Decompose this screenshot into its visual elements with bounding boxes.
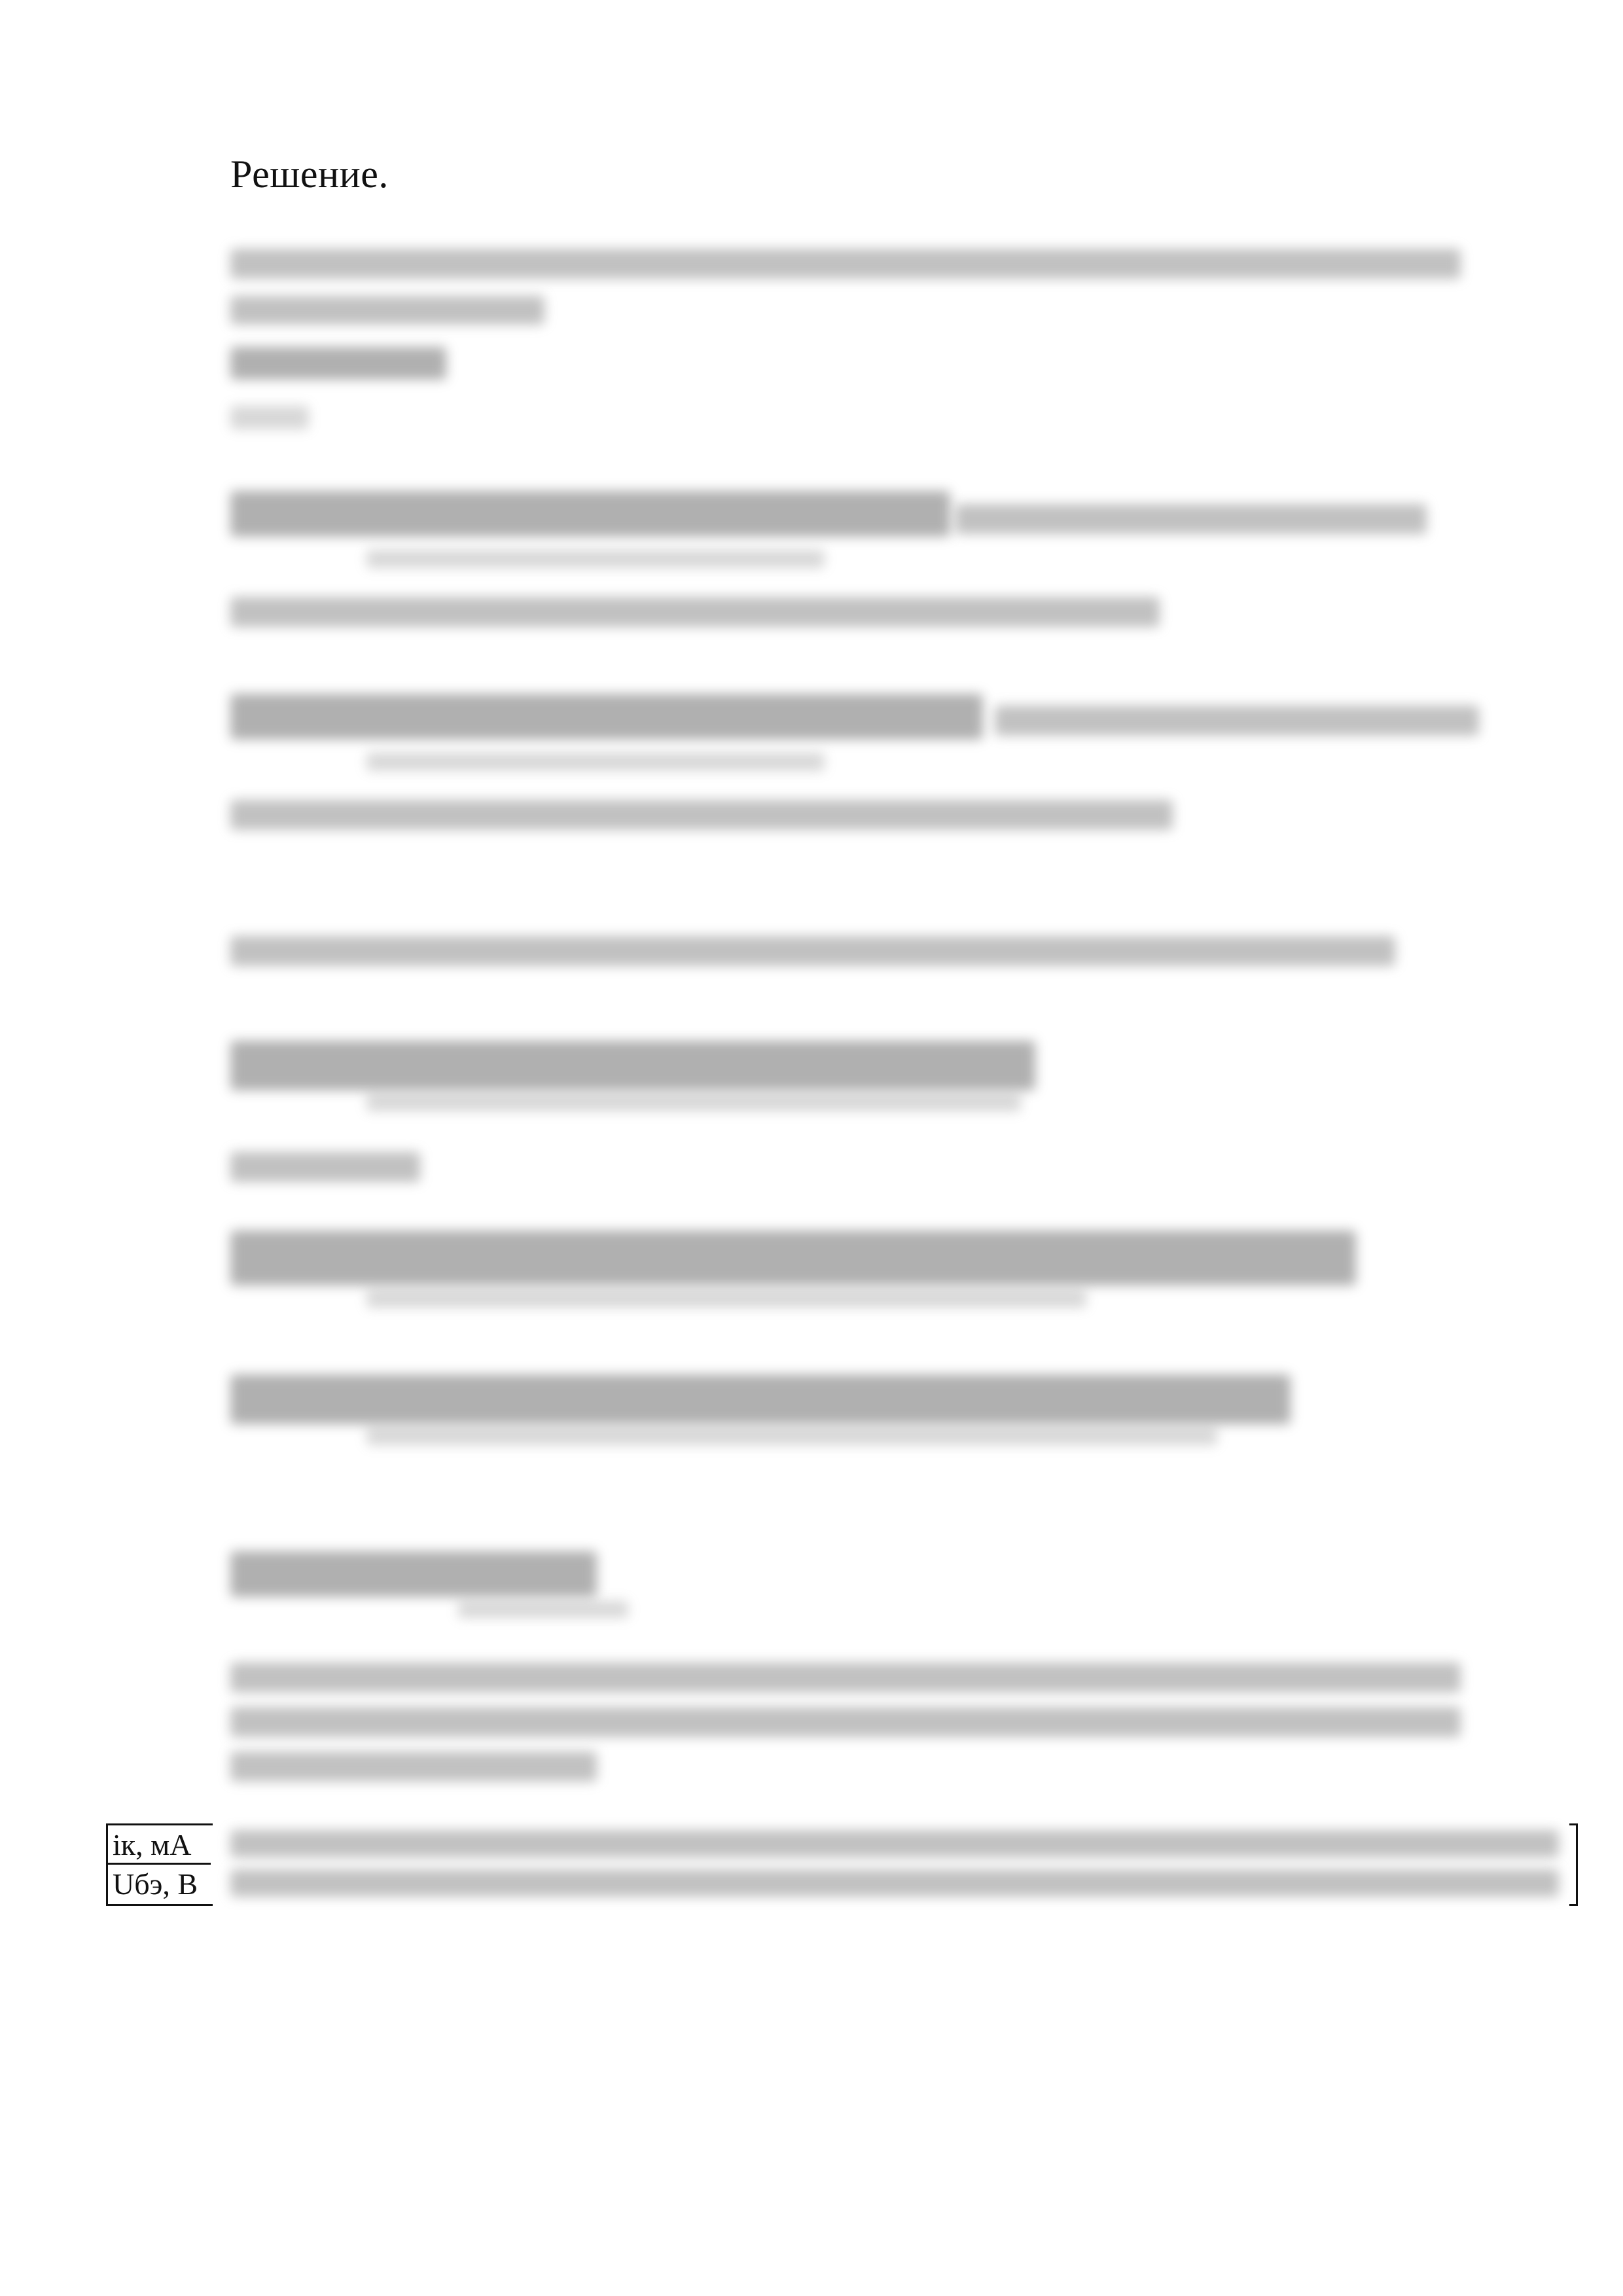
blurred-table-values-row1 (230, 1830, 1559, 1857)
blurred-paragraph-line (955, 504, 1427, 534)
table-row-label-current: iк, мА (113, 1828, 192, 1861)
blurred-formula-sub (458, 1601, 628, 1618)
blurred-paragraph-line (995, 706, 1479, 736)
blurred-formula (230, 491, 950, 537)
blurred-formula (230, 1551, 597, 1597)
blurred-formula (230, 694, 983, 740)
blurred-formula-sub (366, 1093, 1021, 1111)
blurred-formula-sub (366, 753, 825, 771)
blurred-paragraph-line (230, 249, 1461, 279)
blurred-paragraph-line (230, 1662, 1461, 1693)
blurred-formula (230, 406, 309, 429)
section-heading: Решение. (230, 152, 389, 196)
blurred-paragraph-line (230, 597, 1160, 627)
blurred-paragraph-line (230, 1751, 597, 1782)
blurred-paragraph-line (230, 296, 544, 325)
data-table (106, 1823, 1578, 1905)
blurred-paragraph-line (230, 800, 1173, 830)
blurred-formula (230, 1374, 1291, 1424)
blurred-formula (230, 1041, 1035, 1090)
blurred-paragraph-line (230, 936, 1395, 966)
blurred-formula-sub (366, 1427, 1217, 1445)
blurred-paragraph-line (230, 1152, 420, 1182)
blurred-table-values-row2 (230, 1869, 1559, 1897)
table-row-divider (106, 1863, 211, 1865)
blurred-formula-sub (366, 550, 825, 568)
table-row-label-voltage: Uбэ, В (113, 1867, 198, 1901)
blurred-formula (230, 1230, 1356, 1285)
blurred-paragraph-line (230, 1707, 1461, 1737)
blurred-formula (230, 347, 446, 380)
blurred-formula-sub (366, 1289, 1086, 1308)
table-right-border (1569, 1823, 1578, 1906)
